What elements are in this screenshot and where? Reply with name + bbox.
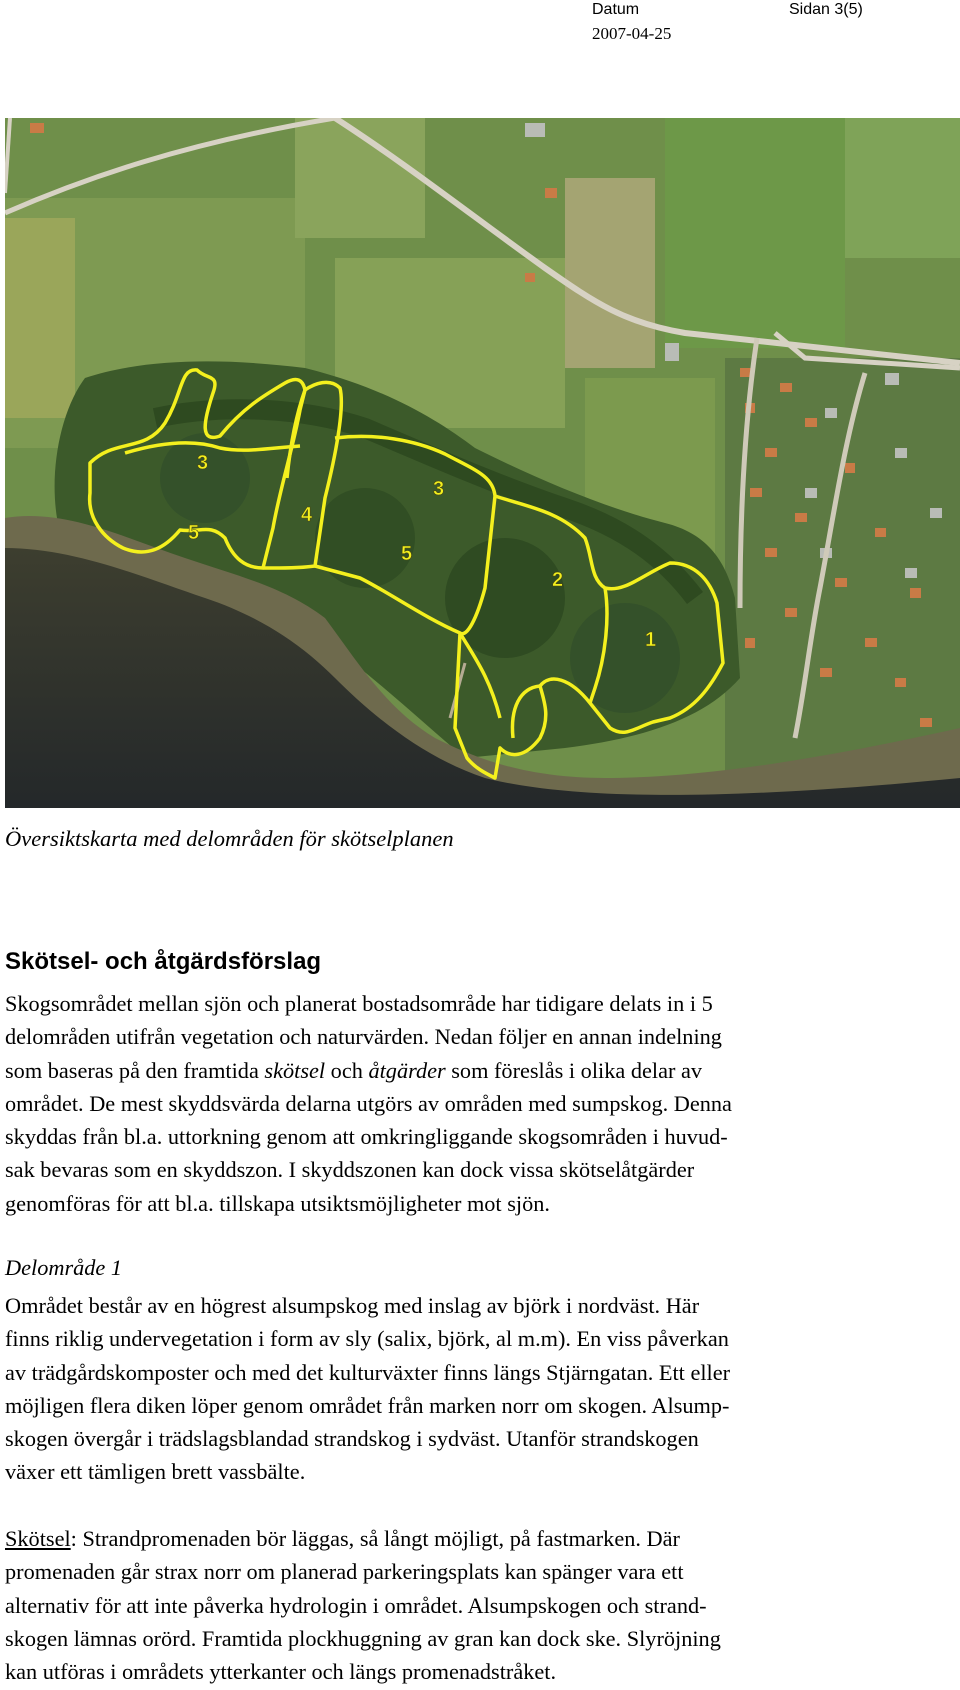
delomrade-line: av trädgårdskomposter och med det kulturväxter finns längs Stjärngatan. Ett eller [5,1359,731,1385]
delomrade-1-paragraph [5,1289,955,1489]
intro-line: Skogsområdet mellan sjön och planerat bostadsområde har tidigare delats in i 5 [5,991,713,1016]
intro-line: genomföras för att bl.a. tillskapa utsiktsmöjligheter mot sjön. [5,1190,550,1216]
skotsel-line: skogen lämnas orörd. Framtida plockhuggning av gran kan dock ske. Slyröjning [5,1625,721,1651]
delomrade-line: skogen övergår i trädslagsblandad strandskog i sydväst. Utanför strandskogen [5,1426,699,1452]
emphasis-skotsel: skötsel [264,1057,326,1083]
delomrade-line: finns riklig undervegetation i form av sly (salix, björk, al m.m). En viss påverkan [5,1326,729,1352]
skotsel-label: Skötsel [5,1526,71,1551]
section-heading: Skötsel- och åtgärdsförslag [5,948,322,975]
map-caption: Översiktskarta med delområden för skötselplanen [5,826,454,851]
area-label-4: 4 [301,504,313,526]
aerial-map-image [5,118,960,808]
delomrade-line: växer ett tämligen brett vassbälte. [5,1459,306,1485]
intro-line: sak bevaras som en skyddszon. I skyddszonen kan dock vissa skötselåtgärder [5,1157,695,1183]
delomrade-1-heading: Delområde 1 [5,1255,123,1280]
intro-line: delområden utifrån vegetation och naturvärden. Nedan följer en annan indelning [5,1024,722,1050]
area-label-5b: 5 [401,543,413,565]
document-date: 2007-04-25 [592,24,672,43]
area-label-1: 1 [645,629,657,651]
skotsel-line: Skötsel: Strandpromenaden bör läggas, så långt möjligt, på fastmarken. Där [5,1526,680,1551]
intro-line: området. De mest skyddsvärda delarna utgörs av områden med sumpskog. Denna [5,1090,732,1116]
skotsel-line: kan utföras i områdets ytterkanter och längs promenadstråket. [5,1659,557,1685]
delomrade-line: möjligen flera diken löper genom området från marken norr om skogen. Alsump- [5,1392,730,1418]
datum-label: Datum [592,1,640,18]
area-label-3a: 3 [197,452,209,474]
intro-paragraph [5,987,955,1220]
area-label-5a: 5 [188,522,200,544]
skotsel-paragraph [5,1522,955,1688]
page-number: Sidan 3(5) [789,1,863,18]
intro-line: skyddas från bl.a. uttorkning genom att omkringliggande skogsområden i huvud- [5,1124,728,1150]
skotsel-line: alternativ för att inte påverka hydrologin i området. Alsumpskogen och strand- [5,1592,707,1618]
area-label-3b: 3 [433,478,445,500]
intro-line: som baseras på den framtida skötsel och åtgärder som föreslås i olika delar av [5,1057,703,1083]
area-label-2: 2 [552,569,564,591]
delomrade-line: Området består av en högrest alsumpskog med inslag av björk i nordväst. Här [5,1293,700,1318]
emphasis-atgarder: åtgärder [368,1057,446,1083]
skotsel-line: promenaden går strax norr om planerad parkeringsplats kan spänger vara ett [5,1559,684,1585]
